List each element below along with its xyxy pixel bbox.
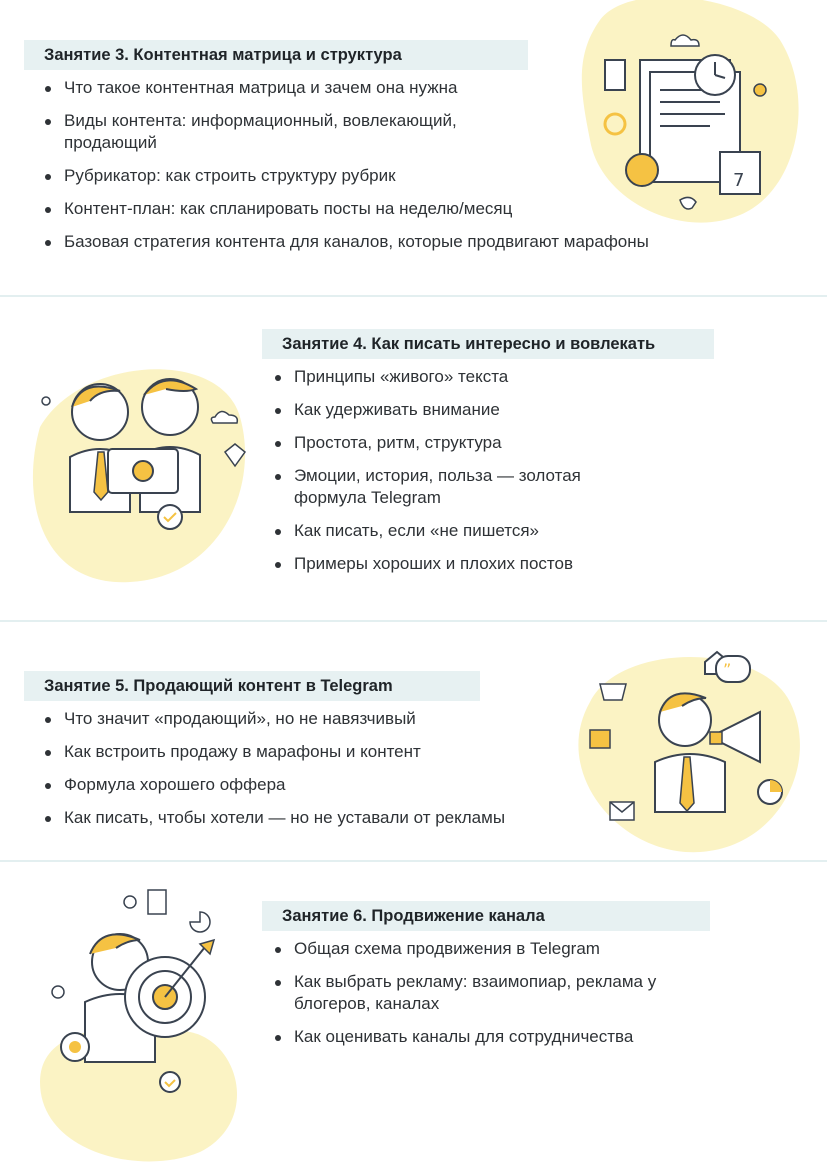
two-people-icon xyxy=(20,337,270,597)
list-item: Как писать, если «не пишется» xyxy=(274,520,674,542)
lesson-6-title: Занятие 6. Продвижение канала xyxy=(262,901,710,931)
list-item: Примеры хороших и плохих постов xyxy=(274,553,674,575)
list-item: Рубрикатор: как строить структуру рубрик xyxy=(44,165,584,187)
list-item: Базовая стратегия контента для каналов, которые продвигают марафоны xyxy=(44,231,824,253)
lesson-3-title: Занятие 3. Контентная матрица и структура xyxy=(24,40,528,70)
lesson-4-section xyxy=(0,297,827,620)
lesson-5-section xyxy=(0,622,827,860)
lesson-4-list xyxy=(274,366,674,586)
list-item: Как удерживать внимание xyxy=(274,399,674,421)
calendar-document-icon xyxy=(560,0,827,230)
list-item: Контент-план: как спланировать посты на неделю/месяц xyxy=(44,198,584,220)
lesson-5-title: Занятие 5. Продающий контент в Telegram xyxy=(24,671,480,701)
lesson-3-list xyxy=(44,77,649,264)
list-item: Что значит «продающий», но не навязчивый xyxy=(44,708,584,730)
list-item: Простота, ритм, структура xyxy=(274,432,674,454)
list-item: Виды контента: информационный, вовлекающий, продающий xyxy=(44,110,534,154)
lesson-5-list xyxy=(44,708,584,840)
lesson-3-section xyxy=(0,0,827,295)
list-item: Как оценивать каналы для сотрудничества xyxy=(274,1026,714,1048)
lesson-6-list xyxy=(274,938,714,1059)
target-person-icon xyxy=(30,882,270,1169)
list-item: Общая схема продвижения в Telegram xyxy=(274,938,714,960)
list-item: Как встроить продажу в марафоны и контент xyxy=(44,741,584,763)
lesson-4-title: Занятие 4. Как писать интересно и вовлекать xyxy=(262,329,714,359)
list-item: Как писать, чтобы хотели — но не уставали от рекламы xyxy=(44,807,584,829)
megaphone-person-icon xyxy=(560,642,827,857)
list-item: Формула хорошего оффера xyxy=(44,774,584,796)
lesson-6-section xyxy=(0,862,827,1169)
list-item: Принципы «живого» текста xyxy=(274,366,674,388)
list-item: Что такое контентная матрица и зачем она нужна xyxy=(44,77,584,99)
list-item: Как выбрать рекламу: взаимопиар, реклама у блогеров, каналах xyxy=(274,971,714,1015)
svg-text:7: 7 xyxy=(733,170,745,191)
list-item: Эмоции, история, польза — золотая формула Telegram xyxy=(274,465,634,509)
svg-text:”: ” xyxy=(723,660,732,679)
